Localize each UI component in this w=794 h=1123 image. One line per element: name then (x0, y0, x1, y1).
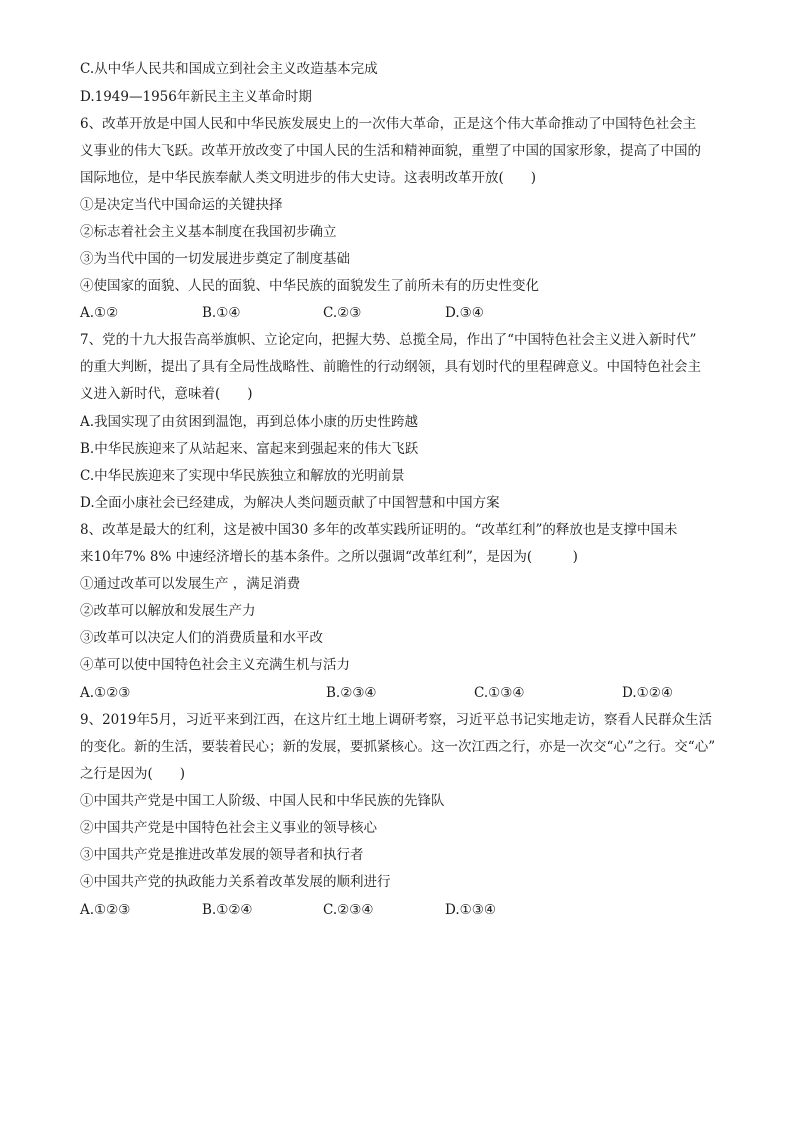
q8-option-a: A.①②③ (80, 685, 131, 701)
q7-option-b: B.中华民族迎来了从站起来、富起来到强起来的伟大飞跃 (80, 441, 419, 457)
q6-item-1: ①是决定当代中国命运的关键抉择 (80, 197, 283, 213)
q9-option-c: C.②③④ (323, 902, 374, 918)
q8-item-2: ②改革可以解放和发展生产力 (80, 603, 256, 619)
q6-item-3: ③为当代中国的一切发展进步奠定了制度基础 (80, 251, 350, 267)
q8-option-d: D.①②④ (622, 685, 673, 701)
q7-stem-line-2: 的重大判断，提出了具有全局性战略性、前瞻性的行动纲领，具有划时代的里程碑意义。中国特色社会主 (80, 359, 701, 375)
q8-stem-line-1: 8、改革是最大的红利，这是被中国30 多年的改革实践所证明的。“改革红利”的释放也是支撑中国未 (80, 522, 678, 538)
q9-option-b: B.①②④ (202, 902, 253, 918)
q8-item-4: ④革可以使中国特色社会主义充满生机与活力 (80, 657, 350, 673)
q9-stem-line-2: 的变化。新的生活，要装着民心；新的发展，要抓紧核心。这一次江西之行，亦是一次交“心”之行。交“心” (80, 739, 716, 755)
q9-option-a: A.①②③ (80, 902, 131, 918)
q9-stem-line-1: 9、2019年5月，习近平来到江西，在这片红土地上调研考察，习近平总书记实地走访，察看人民群众生活 (80, 712, 713, 728)
q7-stem-line-1: 7、党的十九大报告高举旗帜、立论定向，把握大势、总揽全局，作出了“中国特色社会主义进入新时代” (80, 332, 697, 348)
q7-option-d: D.全面小康社会已经建成，为解决人类问题贡献了中国智慧和中国方案 (80, 495, 500, 511)
q6-option-d: D.③④ (445, 305, 484, 321)
q9-item-3: ③中国共产党是推进改革发展的领导者和执行者 (80, 847, 364, 863)
q7-option-c: C.中华民族迎来了实现中华民族独立和解放的光明前景 (80, 468, 405, 484)
q5-option-c: C.从中华人民共和国成立到社会主义改造基本完成 (80, 61, 378, 77)
q6-option-a: A.①② (80, 305, 119, 321)
q9-item-2: ②中国共产党是中国特色社会主义事业的领导核心 (80, 820, 377, 836)
q6-option-c: C.②③ (323, 305, 362, 321)
q7-stem-line-3: 义进入新时代，意味着( ) (80, 386, 253, 402)
q5-option-d: D.1949—1956年新民主主义革命时期 (80, 89, 312, 105)
q6-item-4: ④使国家的面貌、人民的面貌、中华民族的面貌发生了前所未有的历史性变化 (80, 278, 539, 294)
q6-stem-line-2: 义事业的伟大飞跃。改革开放改变了中国人民的生活和精神面貌，重塑了中国的国家形象，提高了中国的 (80, 143, 701, 159)
q9-item-1: ①中国共产党是中国工人阶级、中国人民和中华民族的先锋队 (80, 793, 445, 809)
q6-stem-line-1: 6、改革开放是中国人民和中华民族发展史上的一次伟大革命，正是这个伟大革命推动了中国特色社会主 (80, 116, 697, 132)
q6-stem-line-3: 国际地位，是中华民族奉献人类文明进步的伟大史诗。这表明改革开放( ) (80, 170, 537, 186)
q9-item-4: ④中国共产党的执政能力关系着改革发展的顺利进行 (80, 874, 391, 890)
q6-item-2: ②标志着社会主义基本制度在我国初步确立 (80, 224, 337, 240)
q7-option-a: A.我国实现了由贫困到温饱，再到总体小康的历史性跨越 (80, 414, 419, 430)
q6-option-b: B.①④ (202, 305, 241, 321)
q9-stem-line-3: 之行是因为( ) (80, 766, 186, 782)
q8-stem-line-2: 来10年7% 8% 中速经济增长的基本条件。之所以强调“改革红利”，是因为( ) (80, 549, 578, 565)
q8-item-3: ③改革可以决定人们的消费质量和水平改 (80, 630, 323, 646)
q8-option-c: C.①③④ (474, 685, 525, 701)
q9-option-d: D.①③④ (445, 902, 496, 918)
q8-option-b: B.②③④ (326, 685, 377, 701)
q8-item-1: ①通过改革可以发展生产 ，满足消费 (80, 576, 301, 592)
